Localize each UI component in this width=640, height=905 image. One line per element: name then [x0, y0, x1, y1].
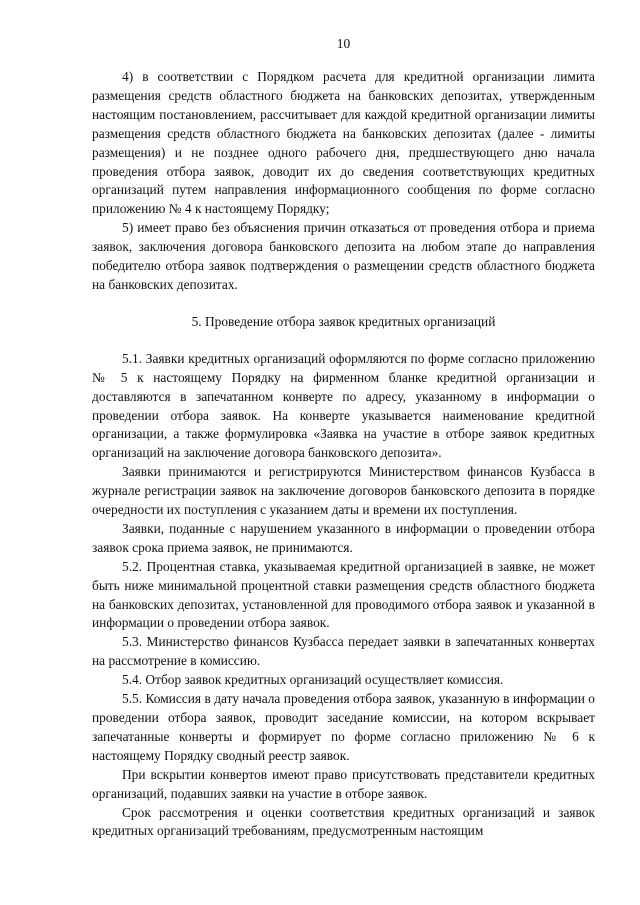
- paragraph-opening-attendance: При вскрытии конвертов имеют право присутствовать представители кредитных организаций, подавших заявки на участие в отборе заявок.: [92, 766, 595, 801]
- paragraph-registration: Заявки принимаются и регистрируются Министерством финансов Кузбасса в журнале регистрации заявок на заключение договоров банковского депозита в порядке очередности их поступления с указанием даты и времени их поступления.: [92, 464, 595, 518]
- paragraph-review-period: Срок рассмотрения и оценки соответствия кредитных организаций и заявок кредитных организаций требованиям, предусмотренным настоящим: [92, 804, 595, 839]
- document-body: [92, 68, 595, 841]
- paragraph-5-2: 5.2. Процентная ставка, указываемая кредитной организацией в заявке, не может быть ниже минимальной процентной ставки размещения средств областного бюджета на банковских депозитах, установленной для проводимого отбора заявок и указанной в информации о проведении отбора заявок.: [92, 558, 595, 631]
- paragraph-item-4: 4) в соответствии с Порядком расчета для кредитной организации лимита размещения средств областного бюджета на банковских депозитах, утвержденным настоящим постановлением, рассчитывает для каждой кредитной организации лимиты размещения средств областного бюджета на банковских депозитах (далее - лимиты размещения) и не позднее одного рабочего дня, предшествующего дню начала проведения отбора заявок, доводит их до сведения соответствующих кредитных организаций путем направления информационного сообщения по форме согласно приложению № 4 к настоящему Порядку;: [92, 69, 595, 217]
- paragraph-5-1: 5.1. Заявки кредитных организаций оформляются по форме согласно приложению № 5 к настоящему Порядку на фирменном бланке кредитной организации и доставляются в запечатанном конверте по адресу, указанному в информации о проведении отбора заявок. На конверте указывается наименование кредитной организации, а также формулировка «Заявка на участие в отборе заявок кредитных организаций на заключение договора банковского депозита».: [92, 350, 595, 461]
- section-title: 5. Проведение отбора заявок кредитных организаций: [191, 313, 496, 329]
- page-number: 10: [336, 36, 351, 51]
- paragraph-5-3: 5.3. Министерство финансов Кузбасса передает заявки в запечатанных конвертах на рассмотрение в комиссию.: [92, 634, 595, 669]
- paragraph-item-5: 5) имеет право без объяснения причин отказаться от проведения отбора и приема заявок, заключения договора банковского депозита на любом этапе до направления победителю отбора заявок подтверждения о размещении средств областного бюджета на банковских депозитах.: [92, 220, 595, 292]
- paragraph-5-5: 5.5. Комиссия в дату начала проведения отбора заявок, указанную в информации о проведении отбора заявок, проводит заседание комиссии, на котором вскрывает запечатанные конверты и формирует по форме согласно приложению № 6 к настоящему Порядку сводный реестр заявок.: [92, 691, 595, 763]
- paragraph-5-4: 5.4. Отбор заявок кредитных организаций осуществляет комиссия.: [122, 672, 504, 688]
- paragraph-late-applications: Заявки, поданные с нарушением указанного в информации о проведении отбора заявок срока приема заявок, не принимаются.: [92, 520, 595, 555]
